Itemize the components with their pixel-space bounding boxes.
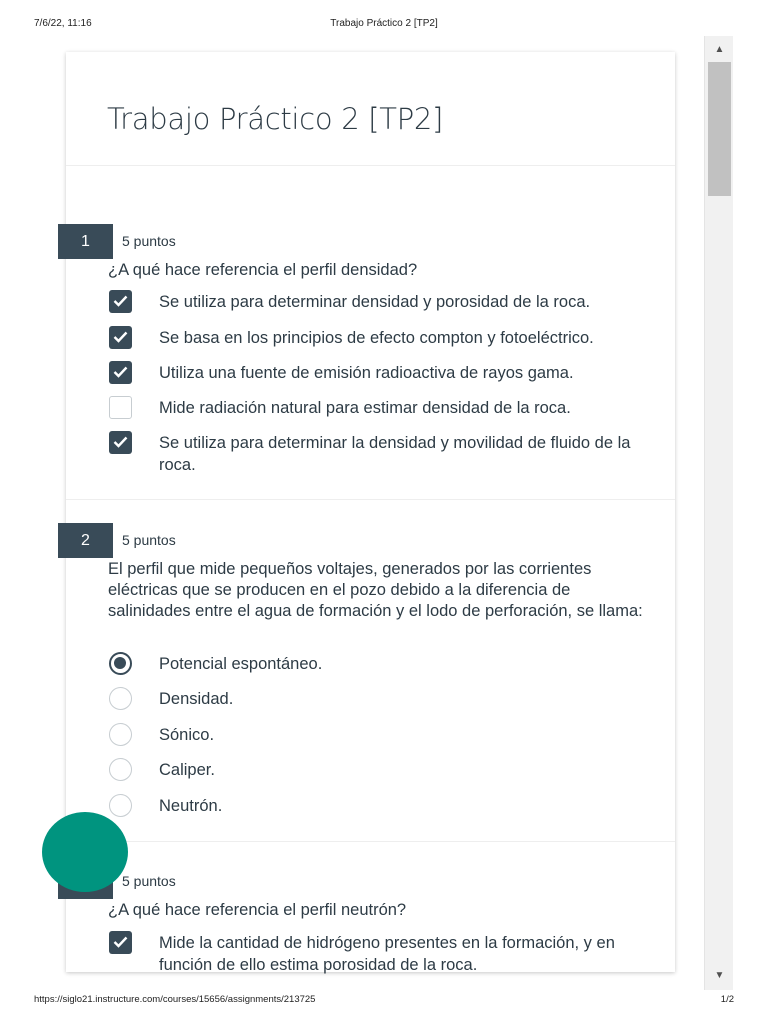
divider [66, 841, 675, 842]
checkbox-checked[interactable] [109, 931, 132, 954]
check-icon [113, 366, 128, 378]
radio-selected[interactable] [109, 652, 132, 675]
page-title: Trabajo Práctico 2 [TP2] [107, 102, 444, 136]
question-points: 5 puntos [122, 873, 176, 889]
radio-unselected[interactable] [109, 723, 132, 746]
option-label: Mide radiación natural para estimar densidad de la roca. [159, 399, 571, 417]
checkbox-checked[interactable] [109, 361, 132, 384]
option-label: Utiliza una fuente de emisión radioactiva de rayos gama. [159, 364, 574, 382]
question-points: 5 puntos [122, 233, 176, 249]
scrollbar[interactable] [704, 36, 733, 990]
question-points: 5 puntos [122, 532, 176, 548]
check-icon [113, 936, 128, 948]
option-label: Se utiliza para determinar la densidad y movilidad de fluido de la roca. [159, 434, 631, 474]
radio-unselected[interactable] [109, 758, 132, 781]
print-title: Trabajo Práctico 2 [TP2] [330, 18, 438, 29]
arrow-down-icon[interactable]: ▼ [714, 970, 725, 981]
check-icon [113, 331, 128, 343]
checkbox-checked[interactable] [109, 431, 132, 454]
divider [66, 499, 675, 500]
print-page-number: 1/2 [720, 994, 734, 1005]
assignment-card [66, 52, 675, 972]
radio-unselected[interactable] [109, 687, 132, 710]
option-label: Sónico. [159, 726, 215, 744]
scrollbar-thumb[interactable] [708, 62, 731, 196]
option-label: Potencial espontáneo. [159, 655, 323, 673]
question-text: ¿A qué hace referencia el perfil neutrón? [108, 901, 407, 919]
print-date: 7/6/22, 11:16 [34, 18, 92, 29]
option-label: Densidad. [159, 690, 234, 708]
option-label: Caliper. [159, 761, 215, 779]
check-icon [113, 295, 128, 307]
print-url: https://siglo21.instructure.com/courses/15656/assignments/213725 [34, 994, 316, 1005]
option-label: Se utiliza para determinar densidad y porosidad de la roca. [159, 293, 591, 311]
check-icon [113, 436, 128, 448]
divider [66, 165, 675, 166]
checkbox-checked[interactable] [109, 326, 132, 349]
option-label: Neutrón. [159, 797, 223, 815]
radio-unselected[interactable] [109, 794, 132, 817]
question-number: 1 [58, 224, 113, 259]
question-number: 2 [58, 523, 113, 558]
option-label: Se basa en los principios de efecto compton y fotoeléctrico. [159, 329, 594, 347]
question-text: El perfil que mide pequeños voltajes, generados por las corrientes eléctricas que se producen en el pozo debido a la diferencia de salinidades entre el agua de formación y el lodo de perforación, se llama: [108, 560, 643, 620]
print-header [0, 14, 768, 34]
option-label: Mide la cantidad de hidrógeno presentes en la formación, y en función de ello estima porosidad de la roca. [159, 934, 615, 974]
checkbox-checked[interactable] [109, 290, 132, 313]
checkbox-unchecked[interactable] [109, 396, 132, 419]
arrow-up-icon[interactable]: ▲ [714, 44, 725, 55]
floating-action-button[interactable] [42, 812, 128, 892]
question-text: ¿A qué hace referencia el perfil densidad? [108, 261, 418, 279]
print-footer [0, 990, 768, 1010]
